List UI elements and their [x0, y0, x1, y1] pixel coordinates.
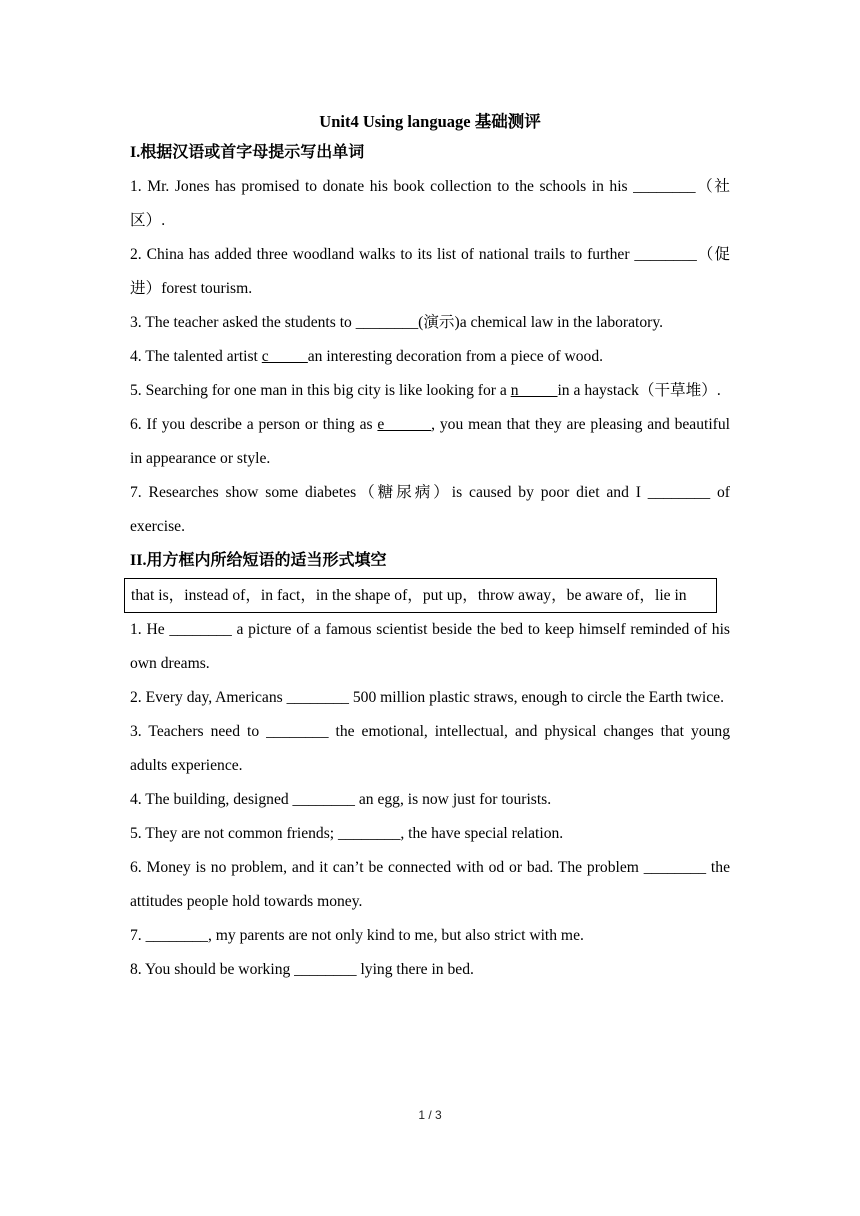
q4-suffix: an interesting decoration from a piece of wood.: [307, 348, 604, 365]
s2-question-3: 3. Teachers need to ________ the emotional, intellectual, and physical changes that young adults experience.: [130, 723, 730, 774]
page-title: Unit4 Using language 基础测评: [319, 112, 541, 131]
s1-question-6: [130, 408, 730, 476]
page-number: 1 / 3: [418, 1108, 442, 1122]
s2-question-6: 6. Money is no problem, and it can’t be connected with od or bad. The problem ________ the attitudes people hold towards money.: [130, 859, 730, 910]
s2-question-5: 5. They are not common friends; ________, the have special relation.: [130, 825, 564, 842]
q4-prefix: 4. The talented artist: [130, 348, 262, 365]
q5-blank: n_____: [510, 382, 558, 399]
s2-question-2: 2. Every day, Americans ________ 500 million plastic straws, enough to circle the Earth twice.: [130, 689, 725, 706]
s2-question-8: 8. You should be working ________ lying there in bed.: [130, 961, 474, 978]
q6-suffix: , you mean that they are pleasing and beautiful in appearance or style.: [130, 416, 730, 467]
q5-suffix: in a haystack（干草堆）.: [557, 382, 721, 399]
s1-question-7: 7. Researches show some diabetes（糖尿病）is caused by poor diet and I ________ of exercise.: [130, 484, 730, 535]
s1-question-1: 1. Mr. Jones has promised to donate his book collection to the schools in his ________（社区）.: [130, 178, 731, 229]
s2-question-1: 1. He ________ a picture of a famous scientist beside the bed to keep himself reminded of his own dreams.: [130, 621, 730, 672]
s1-question-5: [130, 374, 730, 408]
q6-prefix: 6. If you describe a person or thing as: [130, 416, 378, 433]
s2-question-7: 7. ________, my parents are not only kind to me, but also strict with me.: [130, 927, 584, 944]
worksheet-page: [130, 108, 730, 987]
phrase-box: that is，instead of，in fact，in the shape of，put up，throw away，be aware of，lie in: [124, 578, 717, 613]
q4-blank: c_____: [261, 348, 308, 365]
q5-prefix: 5. Searching for one man in this big city is like looking for a: [130, 382, 511, 399]
s2-question-4: 4. The building, designed ________ an egg, is now just for tourists.: [130, 791, 552, 808]
q6-blank: e______: [377, 416, 432, 433]
s1-question-3: 3. The teacher asked the students to ________(演示)a chemical law in the laboratory.: [130, 314, 664, 331]
section-2-heading: II.用方框内所给短语的适当形式填空: [130, 552, 387, 569]
section-1-heading: I.根据汉语或首字母提示写出单词: [130, 144, 365, 161]
s1-question-4: [130, 340, 730, 374]
s1-question-2: 2. China has added three woodland walks to its list of national trails to further ________（促进）forest tourism.: [130, 246, 730, 297]
